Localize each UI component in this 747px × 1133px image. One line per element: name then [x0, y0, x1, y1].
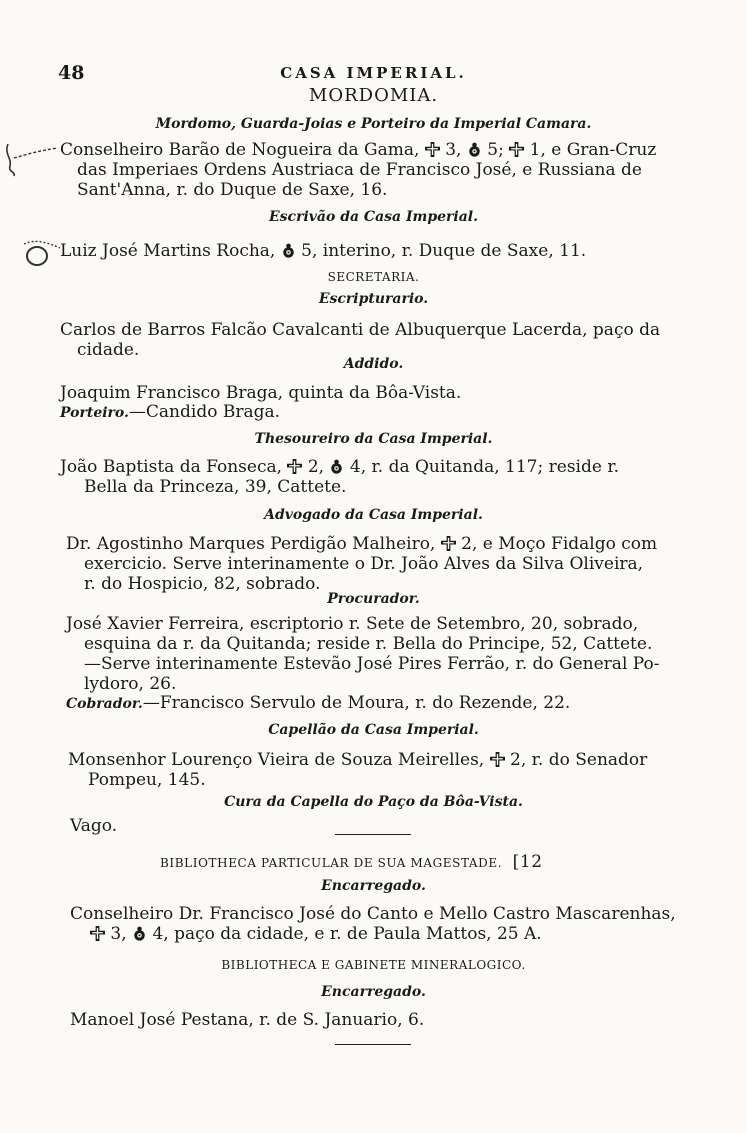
order-cross-icon	[441, 536, 456, 551]
cura-entry: Vago.	[70, 816, 118, 836]
role-procurador: Procurador.	[327, 591, 420, 607]
cobrador-entry: Cobrador.—Francisco Servulo de Moura, r. do Rezende, 22.	[66, 693, 571, 713]
role-capellao: Capellão da Casa Imperial.	[268, 722, 479, 738]
capellao-entry-line-1: Monsenhor Lourenço Vieira de Souza Meirelles, 2, r. do Senador	[68, 750, 648, 770]
page-number: 48	[58, 62, 85, 84]
procurador-entry-line-2: esquina da r. da Quitanda; reside r. Bella do Principe, 52, Cattete.	[84, 634, 653, 654]
page-reference-bracket: [12	[512, 852, 543, 872]
role-cura: Cura da Capella do Paço da Bôa-Vista.	[224, 794, 523, 810]
capellao-entry-line-2: Pompeu, 145.	[88, 770, 206, 790]
role-advogado: Advogado da Casa Imperial.	[264, 507, 483, 523]
escripturario-entry-line-1: Carlos de Barros Falcão Cavalcanti de Albuquerque Lacerda, paço da	[60, 320, 661, 340]
thesoureiro-entry-line-1: João Baptista da Fonseca, 2, 4, r. da Quitanda, 117; reside r.	[60, 457, 619, 477]
role-escripturario: Escripturario.	[318, 291, 429, 307]
role-addido: Addido.	[343, 356, 404, 372]
rose-order-icon	[132, 926, 147, 941]
advogado-entry-line-2: exercicio. Serve interinamente o Dr. João Alves da Silva Oliveira,	[84, 554, 644, 574]
bibliotheca-entry-line-2: 3, 4, paço da cidade, e r. de Paula Mattos, 25 A.	[90, 924, 542, 944]
escripturario-entry-line-2: cidade.	[77, 340, 140, 360]
advogado-entry-line-3: r. do Hospicio, 82, sobrado.	[84, 574, 321, 594]
role-encarregado-bibliotheca: Encarregado.	[321, 878, 426, 894]
running-title: CASA IMPERIAL.	[280, 64, 467, 82]
cobrador-label: Cobrador.	[66, 696, 143, 712]
mordomo-entry-line-2: das Imperiaes Ordens Austriaca de Francisco José, e Russiana de	[77, 160, 642, 180]
procurador-entry-line-1: José Xavier Ferreira, escriptorio r. Sete de Setembro, 20, sobrado,	[66, 614, 639, 634]
procurador-entry-line-4: lydoro, 26.	[84, 674, 177, 694]
handwritten-circle-mark	[20, 238, 62, 272]
bibliotheca-entry-line-1: Conselheiro Dr. Francisco José do Canto e Mello Castro Mascarenhas,	[70, 904, 676, 924]
porteiro-entry: Porteiro.—Candido Braga.	[60, 402, 281, 422]
heading-secretaria: SECRETARIA.	[327, 270, 420, 284]
order-cross-icon	[509, 142, 524, 157]
order-cross-icon	[490, 752, 505, 767]
section-title: MORDOMIA.	[308, 85, 439, 106]
mordomo-entry-line-3: Sant'Anna, r. do Duque de Saxe, 16.	[77, 180, 388, 200]
procurador-entry-line-3: —Serve interinamente Estevão José Pires Ferrão, r. do General Po-	[84, 654, 660, 674]
heading-gabinete-mineralogico: BIBLIOTHECA E GABINETE MINERALOGICO.	[221, 958, 526, 972]
addido-entry: Joaquim Francisco Braga, quinta da Bôa-Vista.	[60, 383, 462, 403]
role-mordomo: Mordomo, Guarda-Joias e Porteiro da Imperial Camara.	[155, 116, 592, 132]
heading-bibliotheca-particular: BIBLIOTHECA PARTICULAR DE SUA MAGESTADE. [12	[160, 852, 543, 872]
section-divider	[335, 1044, 411, 1045]
handwritten-pointer-mark	[2, 136, 60, 178]
role-encarregado-gabinete: Encarregado.	[321, 984, 426, 1000]
mordomo-entry-line-1: Conselheiro Barão de Nogueira da Gama, 3, 5; 1, e Gran-Cruz	[60, 140, 657, 160]
rose-order-icon	[329, 459, 344, 474]
advogado-entry-line-1: Dr. Agostinho Marques Perdigão Malheiro, 2, e Moço Fidalgo com	[66, 534, 658, 554]
section-divider	[335, 834, 411, 835]
thesoureiro-entry-line-2: Bella da Princeza, 39, Cattete.	[84, 477, 347, 497]
rose-order-icon	[281, 243, 296, 258]
porteiro-label: Porteiro.	[60, 405, 129, 421]
rose-order-icon	[467, 142, 482, 157]
role-escrivao: Escrivão da Casa Imperial.	[269, 209, 478, 225]
order-cross-icon	[90, 926, 105, 941]
escrivao-entry: Luiz José Martins Rocha, 5, interino, r. Duque de Saxe, 11.	[60, 241, 587, 261]
order-cross-icon	[425, 142, 440, 157]
gabinete-entry: Manoel José Pestana, r. de S. Januario, 6.	[70, 1010, 425, 1030]
order-cross-icon	[287, 459, 302, 474]
role-thesoureiro: Thesoureiro da Casa Imperial.	[254, 431, 493, 447]
